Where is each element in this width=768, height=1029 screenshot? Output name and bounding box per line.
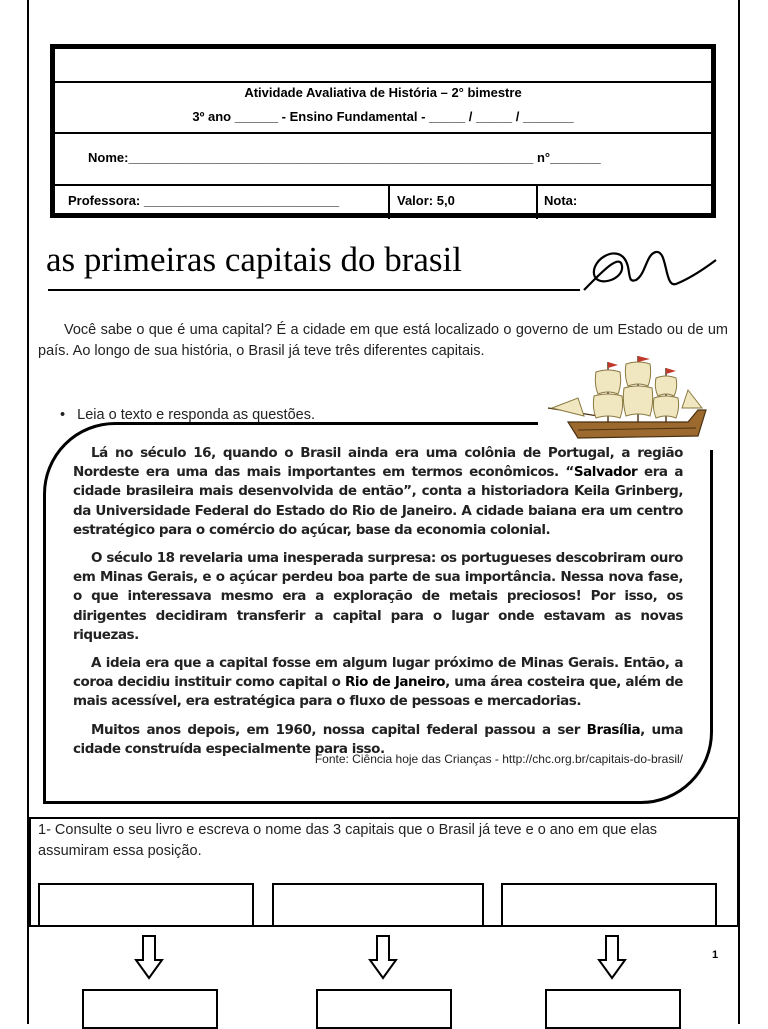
title-underline	[48, 289, 580, 291]
reading-paragraph-1	[73, 444, 683, 540]
year-answer-box-3[interactable]	[545, 989, 681, 1029]
header-empty-row	[55, 49, 711, 83]
capital-answer-box-3[interactable]	[501, 883, 717, 927]
divider	[536, 186, 538, 219]
keyword-brasilia: Brasília	[586, 721, 641, 738]
reading-text-span: A ideia era que a capital fosse em algum lugar próximo de Minas Gerais. Então, a coroa decidiu instituir como capital o	[73, 655, 683, 691]
activity-title: Atividade Avaliativa de História – 2° bimestre	[244, 85, 522, 100]
header-table	[50, 44, 716, 218]
intro-text: Você sabe o que é uma capital? É a cidade em que está localizado o governo de um Estado ou de um país. Ao longo de sua história, o Brasil já teve três diferentes capitais.	[38, 322, 728, 359]
score-field[interactable]: Nota:	[544, 193, 578, 208]
teacher-field[interactable]: Professora: ___________________________	[68, 193, 340, 208]
keyword-rio: Rio de Janeiro	[344, 674, 446, 691]
page-number: 1	[712, 949, 719, 961]
question-1-text: 1- Consulte o seu livro e escreva o nome das 3 capitais que o Brasil já teve e o ano em que elas assumiram essa posição.	[38, 822, 658, 859]
year-answer-box-1[interactable]	[82, 989, 218, 1029]
reading-text-span: Muitos anos depois, em 1960, nossa capital federal passou a ser	[91, 721, 587, 738]
student-name-field[interactable]: Nome:________________________________________________________ n°_______	[88, 150, 601, 165]
down-arrow-icon	[368, 934, 398, 980]
capital-answer-box-2[interactable]	[272, 883, 484, 927]
sailing-ship-icon	[538, 350, 718, 450]
reading-paragraph-3	[73, 654, 683, 712]
reading-text-span: Lá no século 16, quando o Brasil ainda era uma colônia de Portugal, a região Nordeste era uma das mais importantes em termos econômicos. “	[73, 445, 683, 481]
reading-text-span: era a cidade brasileira mais desenvolvida de então”, conta a historiadora Keila Grinberg, da Universidade Federal do Estado do Rio de Janeiro. A cidade baiana era um centro estratégico para o comércio do açúcar, base da economia colonial.	[73, 464, 683, 538]
reading-paragraph-2: O século 18 revelaria uma inesperada surpresa: os portugueses descobriram ouro em Minas Gerais, e o açúcar perdeu boa parte de sua importância. Nessa nova fase, o que interessava mesmo era a exploração de metais preciosos! Por isso, os dirigentes decidiram transferir a capital para o lugar onde estavam as novas riquezas.	[73, 550, 683, 643]
signature-scribble-icon	[580, 244, 720, 296]
grade-value: Valor: 5,0	[397, 193, 455, 208]
year-answer-box-2[interactable]	[316, 989, 452, 1029]
reading-text-span: , uma cidade construída especialmente para isso.	[73, 721, 683, 757]
down-arrow-icon	[597, 934, 627, 980]
keyword-salvador: Salvador	[573, 464, 638, 481]
reading-text	[73, 444, 683, 768]
page-title: as primeiras capitais do brasil	[46, 240, 462, 279]
grade-date-line: 3º ano ______ - Ensino Fundamental - _____ / _____ / _______	[192, 109, 574, 124]
divider	[29, 925, 739, 927]
source-citation: Fonte: Ciência hoje das Crianças - http://chc.org.br/capitais-do-brasil/	[314, 752, 683, 766]
instruction-bullet: • Leia o texto e responda as questões.	[60, 407, 315, 423]
divider	[388, 186, 390, 219]
down-arrow-icon	[134, 934, 164, 980]
instruction-text: Leia o texto e responda as questões.	[77, 407, 315, 423]
reading-text-span: , uma área costeira que, além de mais acessível, era estratégica para o fluxo de pessoas e mercadorias.	[73, 674, 683, 710]
capital-answer-box-1[interactable]	[38, 883, 254, 927]
